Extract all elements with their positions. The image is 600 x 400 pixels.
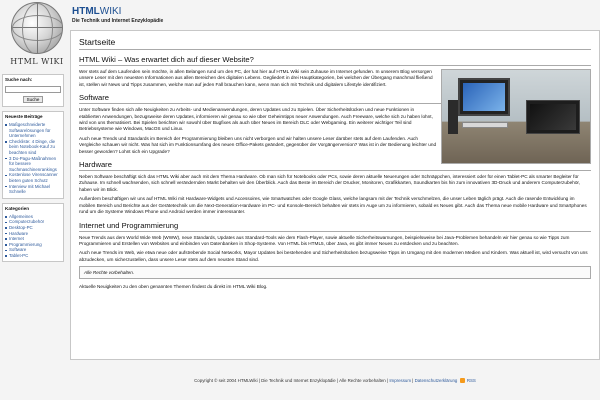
recent-posts-title: Neueste Beiträge <box>5 114 43 119</box>
category-link[interactable]: Software <box>5 247 61 253</box>
category-link[interactable]: Computerzubehör <box>5 219 61 225</box>
category-link[interactable]: Tablet-PC <box>5 253 61 259</box>
monitor-graphic <box>458 78 510 116</box>
sidebar <box>2 74 64 266</box>
hardware-paragraph-1: Neben Software beschäftigt sich das HTML Wiki aber auch mit dem Thema Hardware. Ob man sich für Notebooks oder PCs, sowie deren aktuelle Neuerungen oder Schnäppchen, interessiert oder für einen Tablet-PC als smarter Begleiter für Zuhause. Im schnell wachsenden, sich schnell verändernden Markt behalten wir den Überblick. Auch das Beste im Bereich der Drucker, Monitoren, Grafikkarten, Soundkarten bis hin zum innovativen 3D-Druck und anderem Computerzubehör, haben wir im Blick. <box>79 174 581 192</box>
category-link[interactable]: Programmierung <box>5 242 61 248</box>
section-heading-intro: HTML Wiki – Was erwartet dich auf dieser Website? <box>79 55 591 66</box>
footer-copyright: Copyright © seit 2004 HTMLWiki | Die Technik und Internet Enzyklopädie | Alle Rechte vorbehalten | <box>194 378 389 383</box>
category-link[interactable]: Allgemeines <box>5 214 61 220</box>
hardware-paragraph-2: Außerdem beschäftigen wir uns auf HTML Wiki mit Hardware-Widgets und Accessoires, wie Smartwatches oder Google Glass, welche langsam mit der Technik verschmelzen, die unser Leben täglich prägt. Auch die rasende Entwicklung im mobilen Bereich und Berichte aus der Gerätetechnik um die Next-Generation-Hardware im PC- und Konsole-Bereich behalten wir stets im Auge um zu informieren, sobald es Neues gibt. Auch das Thema neue mobile Hardware und Smartphones rund um die Systeme Windows Phone und Android werden immer interessanter. <box>79 196 587 215</box>
recent-post-link[interactable]: Interview mit Michael Schnelle <box>5 184 61 195</box>
internet-paragraph-1: Neue Trends aus dem World Wide Web (WWW), neue Standards, Updates aus Standard-Tools wie dem Flash-Player, sowie aktuelle Sicherheitswarnungen, beispielsweise bei Java-Problemen behandeln wir hier genau so wie Tipps zum Programmieren und Erstellen von Websites und einbinden von Datenbanken in Shop-Systeme. Von HTML bis HTML5, über Java, es gibt immer Neues zu entdecken und zu beachten. <box>79 234 570 246</box>
search-button[interactable]: Suche <box>23 96 43 103</box>
category-link[interactable]: Desktop-PC <box>5 225 61 231</box>
main-content <box>70 30 600 360</box>
recent-post-link[interactable]: Maßgeschneiderte Softwarelösungen für Unternehmen <box>5 122 61 139</box>
site-logo[interactable] <box>2 2 72 72</box>
footer-privacy-link[interactable]: Datenschutzerklärung <box>414 378 458 383</box>
footer: Copyright © seit 2004 HTMLWiki | Die Technik und Internet Enzyklopädie | Alle Rechte vorbehalten | Impressum | Datenschutzerklärung RSS <box>194 378 476 383</box>
recent-post-link[interactable]: 3 Do-Pagu-Maßnahmen für bessere Suchmaschinenrankings <box>5 156 61 173</box>
categories-box <box>2 203 64 263</box>
site-name-bold: HTML <box>72 6 100 17</box>
recent-post-link[interactable]: Checkliste: 4 Dinge, die beim Notebook-Kauf zu beachten sind <box>5 139 61 156</box>
internet-paragraph-2: Auch neue Trends im Web, wie etwa neue oder aufstrebende Social Networks, Mayor Updates bei bestehenden und Sicherheitslücken bezugsweise Tipps im Umgang mit den modernen Medien und Kindern. Was aktuell ist, wird versucht von uns abzudecken, um sicherzustellen, dass unsere Leser stets auf dem neusten Stand sind. <box>79 250 588 262</box>
search-box <box>2 74 64 107</box>
footer-impressum-link[interactable]: Impressum <box>389 378 412 383</box>
software-paragraph-1: Unter Software finden sich alle Neuigkeiten zu Arbeits- und Medienanwendungen, deren Updates und zu Spielen. Über Sicherheitslücken und neue Funktionen in etablierten Anwendungen, bezugsweise deren Updates, informieren wir genau so wie über Geheimtipps neuer Anwendungen. Auch Freeware, welche sich zu haben lohnt, wird von uns thematisiert. Bei Spielen berichten wir sowohl über Bugfixes als auch über Neues im Bereich DLC oder Webgaming. Ein weiterer wichtiger Teil sind Betriebssysteme wie Windows, MacOS und Linux. <box>79 107 433 132</box>
software-paragraph-2: Auch neue Trends und Standards im Bereich der Programmierung bleiben uns nicht verborgen und wir halten unsere Leser darüber stets auf dem Laufenden. Auch Vergleiche schauen wir nicht. Was hat sich im Funktionsumfang des neuen Office-Pakets geändert, gegenüber der Vorgängerversion? Was ist in der Bedienung leichter und besser geworden? Lohnt sich ein Upgrade? <box>79 135 437 154</box>
recent-post-link[interactable]: Kostenlose Virenscanner bieten guten Schutz <box>5 172 61 183</box>
site-title[interactable] <box>72 6 163 24</box>
recent-posts-box <box>2 111 64 199</box>
search-title: Suche nach: <box>5 77 33 82</box>
footer-rss-link[interactable]: RSS <box>466 378 476 383</box>
globe-icon <box>11 2 63 54</box>
search-input[interactable] <box>5 86 61 93</box>
laptop-graphic <box>526 100 580 134</box>
pc-tower-graphic <box>448 100 458 134</box>
category-link[interactable]: Internet <box>5 236 61 242</box>
section-heading-software: Software <box>79 93 591 104</box>
intro-paragraph: Wer stets auf dem Laufenden sein möchte, in allen Belangen rund um den PC, der hat hier auf HTML Wiki sein Zuhause im Internet gefunden. In unserem Blog versorgen unsere Leser mit den neuesten Informationen aus allen Bereichen des digitalen Lebens. Gegliedert in drei Hauptkategorien, bei welchen der Übergang manchmal fließend ist, stellen wir News und Tipps zusammen, welche man auf jeden Fall brauchen kann, wenn man sich mit Technik und digitalem Lifestyle identifiziert. <box>79 69 433 87</box>
page-title: Startseite <box>79 37 591 50</box>
closing-paragraph: Aktuelle Neuigkeiten zu den oben genannten Themen findest du direkt im HTML Wiki Blog. <box>79 284 268 290</box>
rights-notice-box: Alle Rechte vorbehalten. <box>79 266 591 279</box>
section-heading-hardware: Hardware <box>79 160 591 171</box>
logo-text: HTML WIKI <box>10 57 64 66</box>
site-tagline: Die Technik und Internet Enzyklopädie <box>72 18 164 24</box>
categories-title: Kategorien <box>5 205 29 211</box>
site-name-rest: WIKI <box>99 6 122 17</box>
keyboard-graphic <box>462 122 508 128</box>
computer-setup-image <box>441 69 591 164</box>
section-heading-internet: Internet und Programmierung <box>79 221 591 232</box>
category-link[interactable]: Hardware <box>5 231 61 237</box>
rss-icon[interactable] <box>460 378 465 383</box>
